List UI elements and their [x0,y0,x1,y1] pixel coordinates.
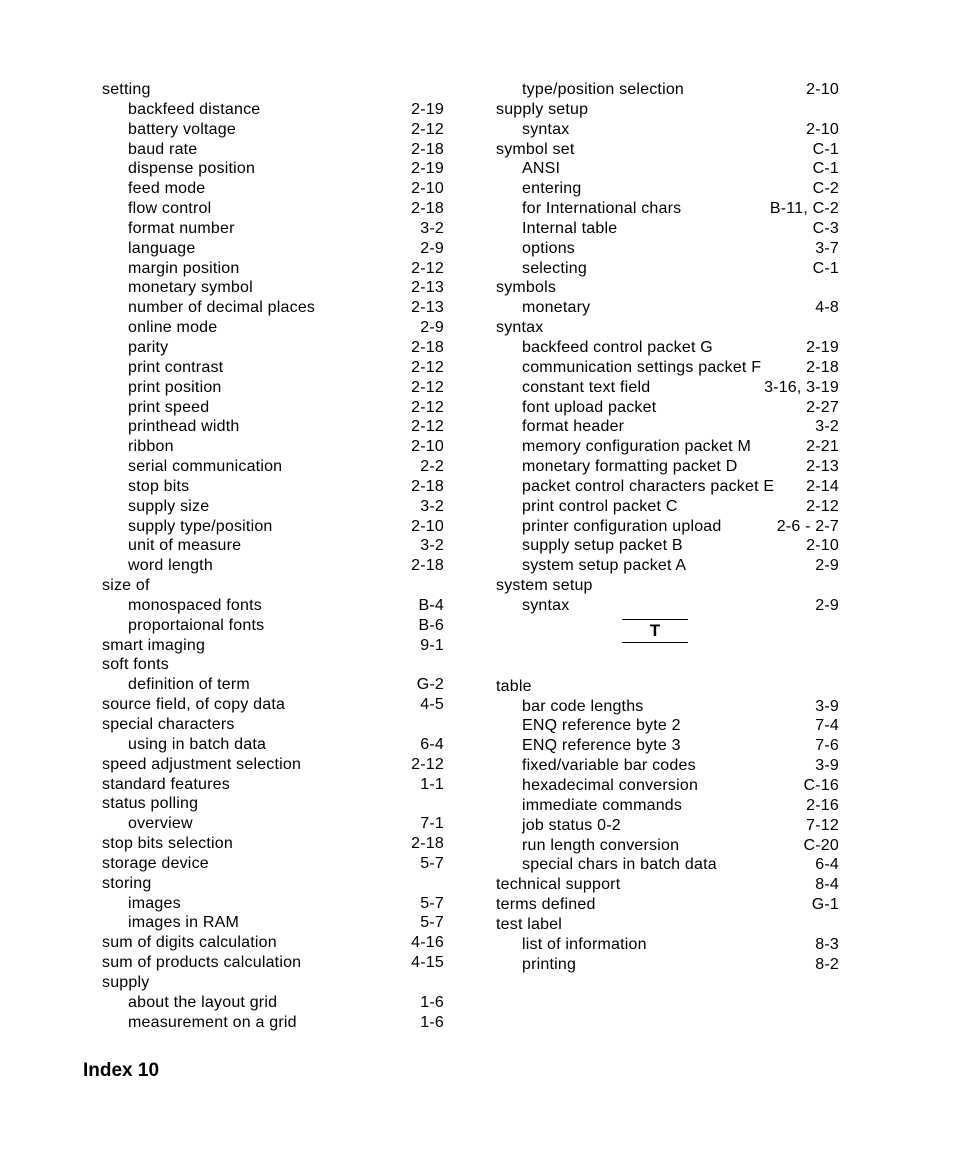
index-subentry [102,199,444,219]
index-entry [102,953,444,973]
index-subentry [102,318,444,338]
index-term: symbol set [496,140,575,158]
index-subentry [102,477,444,497]
index-subentry [496,796,839,816]
index-entry [496,875,839,895]
index-page-ref: 3-2 [815,418,839,436]
index-term: entering [522,180,582,198]
index-term: smart imaging [102,636,206,654]
index-page-ref: 2-13 [411,279,444,297]
index-term: ENQ reference byte 2 [522,717,681,735]
index-entry [102,933,444,953]
index-term: monospaced fonts [128,596,262,614]
index-page-ref: 1-6 [420,993,444,1011]
index-subentry [102,596,444,616]
index-subentry [496,159,839,179]
index-term: print speed [128,398,210,416]
index-page-ref: 6-4 [815,856,839,874]
index-page-ref: 4-8 [815,299,839,317]
index-term: syntax [522,596,570,614]
index-subentry [102,517,444,537]
index-subentry [496,80,839,100]
index-page-ref: 2-2 [420,458,444,476]
index-page-ref: 2-12 [411,418,444,436]
index-page-ref: 2-18 [411,338,444,356]
index-term: serial communication [128,458,283,476]
index-page-ref: 2-10 [806,537,839,555]
index-entry [102,794,444,814]
index-subentry [496,477,839,497]
index-entry [102,874,444,894]
index-term: backfeed distance [128,100,261,118]
index-page-ref: 2-13 [411,299,444,317]
index-subentry [102,298,444,318]
index-page-ref: C-1 [812,140,839,158]
index-term: hexadecimal conversion [522,777,699,794]
index-entry [496,895,839,915]
index-page-ref: C-1 [812,160,839,178]
index-subentry [496,697,839,717]
index-page-ref: 4-15 [411,954,444,972]
index-subentry [102,437,444,457]
index-subentry [496,259,839,279]
index-term: language [128,239,196,257]
index-page-ref: 1-6 [420,1013,444,1031]
index-page-ref: 2-18 [411,557,444,575]
index-page-ref: 7-6 [815,737,839,755]
index-entry [102,973,444,993]
index-page-ref: 2-10 [806,120,839,138]
index-term: print position [128,378,222,396]
index-subentry [496,378,839,398]
index-page-ref: 2-12 [411,259,444,277]
index-term: job status 0-2 [522,816,621,834]
index-page-ref: 2-12 [411,755,444,773]
index-subentry [102,993,444,1013]
index-page-ref: 2-12 [411,120,444,138]
index-term: format number [128,219,235,237]
index-term: immediate commands [522,796,683,814]
index-page-ref: C-20 [803,836,839,854]
index-page-ref: 2-9 [815,596,839,614]
index-subentry [496,955,839,975]
index-term: syntax [522,120,570,138]
index-page-ref: 7-1 [420,815,444,833]
index-term: fixed/variable bar codes [522,757,696,775]
index-term: font upload packet [522,398,657,416]
index-subentry [496,517,839,537]
index-page-ref: 2-10 [411,438,444,456]
index-page-ref: 3-9 [815,697,839,715]
index-term: for International chars [522,200,682,218]
index-subentry [102,457,444,477]
index-page-ref: 4-5 [420,696,444,714]
index-subentry [102,239,444,259]
index-term: number of decimal places [128,299,316,317]
index-subentry [102,378,444,398]
index-subentry [496,437,839,457]
index-entry [102,834,444,854]
index-page-ref: B-11, C-2 [769,200,839,218]
index-term: storing [102,874,152,892]
index-term: battery voltage [128,120,236,138]
index-subentry [102,358,444,378]
index-page-ref: 2-18 [411,200,444,218]
index-term: sum of products calculation [102,954,302,972]
index-subentry [102,140,444,160]
index-page-ref: 2-18 [411,835,444,853]
index-subentry [102,556,444,576]
index-page-ref: 2-12 [806,497,839,515]
index-subentry [102,259,444,279]
index-term: word length [128,557,213,575]
index-page-ref: 9-1 [420,636,444,654]
index-page-ref: B-6 [418,616,444,634]
index-term: measurement on a grid [128,1013,297,1031]
index-page-ref: 2-19 [806,338,839,356]
index-term: list of information [522,935,647,953]
index-subentry [496,836,839,856]
index-page-ref: 2-18 [411,477,444,495]
index-term: bar code lengths [522,697,644,715]
index-term: system setup [496,577,593,595]
index-term: special characters [102,716,235,733]
index-entry [102,576,444,596]
index-entry [496,677,839,697]
index-term: unit of measure [128,537,242,555]
index-subentry [102,120,444,140]
index-subentry [496,398,839,418]
index-entry [496,278,839,298]
index-section-s-continued [496,80,839,616]
index-subentry [102,159,444,179]
index-term: about the layout grid [128,993,278,1011]
index-entry [102,715,444,735]
index-page-ref: C-16 [803,777,839,794]
section-letter-heading: T [622,619,688,643]
index-subentry [102,417,444,437]
index-subentry [102,497,444,517]
index-subentry [102,398,444,418]
index-page-ref: 2-16 [806,796,839,814]
index-term: images [128,894,181,912]
index-subentry [496,736,839,756]
index-entry [496,140,839,160]
index-page-ref: 2-6 - 2-7 [776,517,839,535]
index-term: supply setup packet B [522,537,683,555]
index-subentry [102,1013,444,1033]
index-page-ref: 2-14 [806,477,839,495]
index-term: selecting [522,259,587,277]
index-page-ref: C-1 [812,259,839,277]
index-page-ref: 2-10 [411,180,444,198]
index-term: printing [522,955,577,973]
index-subentry [496,935,839,955]
index-term: dispense position [128,160,256,178]
index-page-ref: 3-2 [420,497,444,515]
index-page-ref: 3-2 [420,537,444,555]
index-term: special chars in batch data [522,856,717,874]
index-term: test label [496,915,563,933]
index-term: communication settings packet F [522,358,762,376]
index-term: size of [102,577,150,595]
index-term: definition of term [128,676,250,694]
index-page-ref: C-3 [812,219,839,237]
index-term: print contrast [128,358,224,376]
index-page-ref: B-4 [418,596,444,614]
index-term: print control packet C [522,497,678,515]
index-page-ref: 3-2 [420,219,444,237]
index-term: technical support [496,876,621,894]
index-term: source field, of copy data [102,696,286,714]
index-column-right [496,80,839,974]
section-letter-block [496,616,839,677]
index-page-ref: 2-9 [420,319,444,337]
index-term: images in RAM [128,914,240,932]
index-subentry [102,616,444,636]
index-entry [496,915,839,935]
index-subentry [102,814,444,834]
index-term: Internal table [522,219,618,237]
index-subentry [496,120,839,140]
index-subentry [102,894,444,914]
index-subentry [496,179,839,199]
index-subentry [102,735,444,755]
index-page-ref: 5-7 [420,894,444,912]
index-term: type/position selection [522,81,685,98]
index-term: run length conversion [522,836,680,854]
index-subentry [102,179,444,199]
index-page-ref: 3-7 [815,239,839,257]
index-page-ref: C-2 [812,180,839,198]
index-page-ref: 2-12 [411,358,444,376]
index-subentry [102,536,444,556]
index-subentry [496,298,839,318]
index-term: sum of digits calculation [102,934,277,952]
index-page-ref: 2-10 [806,81,839,98]
index-term: baud rate [128,140,198,158]
index-page-ref: 4-16 [411,934,444,952]
index-page-ref: 1-1 [420,775,444,793]
index-term: standard features [102,775,230,793]
index-term: parity [128,338,169,356]
index-subentry [496,756,839,776]
index-term: stop bits selection [102,835,233,853]
index-page-ref: G-1 [811,896,839,914]
index-term: using in batch data [128,735,267,753]
index-subentry [102,100,444,120]
index-entry [496,318,839,338]
index-term: storage device [102,854,209,872]
index-subentry [496,596,839,616]
index-page-ref: 2-13 [806,458,839,476]
index-subentry [102,278,444,298]
index-page-ref: 3-9 [815,757,839,775]
index-term: online mode [128,319,218,337]
index-entry [496,100,839,120]
index-term: syntax [496,319,544,337]
index-entry [102,655,444,675]
index-term: stop bits [128,477,190,495]
index-entry [102,636,444,656]
index-page-ref: 2-12 [411,378,444,396]
index-term: terms defined [496,896,596,914]
index-term: system setup packet A [522,557,687,575]
index-subentry [102,219,444,239]
index-section-t [496,677,839,975]
index-subentry [102,675,444,695]
index-page-ref: 2-18 [806,358,839,376]
index-page-ref: 5-7 [420,854,444,872]
index-entry [102,854,444,874]
index-term: printer configuration upload [522,517,722,535]
index-term: table [496,677,532,695]
index-subentry [496,497,839,517]
index-subentry [102,338,444,358]
index-term: format header [522,418,625,436]
index-page-ref: G-2 [416,676,444,694]
index-subentry [496,776,839,796]
index-entry [102,80,444,100]
index-subentry [496,536,839,556]
index-subentry [496,457,839,477]
index-term: monetary formatting packet D [522,458,738,476]
index-term: ANSI [522,160,561,178]
index-entry [496,576,839,596]
index-subentry [496,219,839,239]
index-page-ref: 2-18 [411,140,444,158]
index-term: constant text field [522,378,651,396]
index-page-ref: 6-4 [420,735,444,753]
index-subentry [496,816,839,836]
index-term: backfeed control packet G [522,338,713,356]
index-subentry [496,358,839,378]
index-page-ref: 2-9 [815,557,839,575]
index-page-ref: 2-12 [411,398,444,416]
page-footer: Index 10 [83,1060,160,1081]
index-subentry [496,855,839,875]
index-term: feed mode [128,180,206,198]
index-term: monetary symbol [128,279,253,297]
index-page-ref: 3-16, 3-19 [764,378,839,396]
index-term: supply type/position [128,517,273,535]
index-term: printhead width [128,418,240,436]
index-term: memory configuration packet M [522,438,752,456]
index-term: ENQ reference byte 3 [522,737,681,755]
index-page-ref: 7-4 [815,717,839,735]
index-term: monetary [522,299,591,317]
index-term: proportaional fonts [128,616,265,634]
index-term: supply size [128,497,210,515]
index-page-ref: 8-3 [815,935,839,953]
index-page-ref: 2-19 [411,160,444,178]
index-page-ref: 8-4 [815,876,839,894]
index-term: overview [128,815,193,833]
index-page-ref: 2-10 [411,517,444,535]
index-term: setting [102,81,151,98]
index-term: ribbon [128,438,174,456]
index-page-ref: 2-9 [420,239,444,257]
index-page-ref: 8-2 [815,955,839,973]
index-term: options [522,239,575,257]
index-subentry [496,716,839,736]
index-entry [102,755,444,775]
index-term: flow control [128,200,212,218]
index-page-ref: 2-21 [806,438,839,456]
index-term: packet control characters packet E [522,477,775,495]
index-subentry [496,199,839,219]
index-term: supply setup [496,100,589,118]
index-page-ref: 5-7 [420,914,444,932]
index-subentry [102,913,444,933]
index-entry [102,695,444,715]
index-page-ref: 2-19 [411,100,444,118]
index-term: supply [102,973,150,991]
index-subentry [496,338,839,358]
index-term: margin position [128,259,240,277]
index-subentry [496,417,839,437]
index-page-ref: 2-27 [806,398,839,416]
index-page-ref: 7-12 [806,816,839,834]
index-column-left [102,80,444,1033]
index-subentry [496,239,839,259]
index-term: symbols [496,279,557,297]
index-term: status polling [102,795,199,813]
index-term: soft fonts [102,656,169,674]
index-term: speed adjustment selection [102,755,302,773]
index-entry [102,775,444,795]
index-subentry [496,556,839,576]
